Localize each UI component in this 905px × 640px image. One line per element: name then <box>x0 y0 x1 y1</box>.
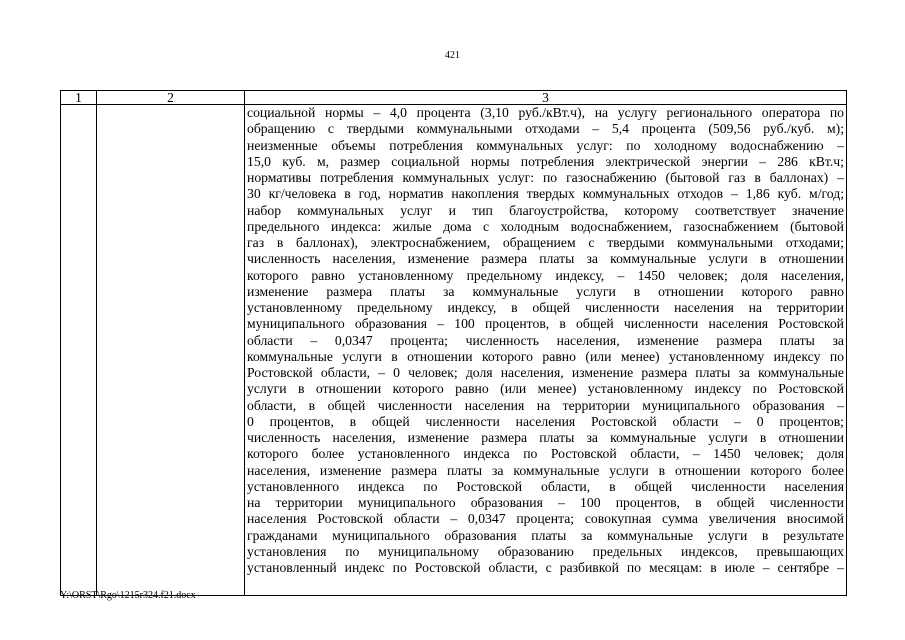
text-line: 30 кг/человека в год, норматив накопления твердых коммунальных отходов – 1,86 куб. м/год; <box>247 186 844 202</box>
text-line: обращению с твердыми коммунальными отходами – 5,4 процента (509,56 руб./куб. м); <box>247 121 844 137</box>
text-line: муниципального образования – 100 процентов, в общей численности населения Ростовской <box>247 316 844 332</box>
text-line: населения Ростовской области – 0,0347 процента; совокупная сумма увеличения вносимой <box>247 511 844 527</box>
column-header-2: 2 <box>97 91 245 105</box>
text-line: социальной нормы – 4,0 процента (3,10 руб./кВт.ч), на услугу регионального оператора по <box>247 105 844 120</box>
text-line: области, в общей численности населения на территории муниципального образования – <box>247 397 844 413</box>
paragraph-lines <box>245 105 846 576</box>
text-line: коммунальные услуги в отношении которого равно (или менее) установленному индексу по <box>247 348 844 364</box>
text-line: газ в баллонах), электроснабжением, обращением с твердыми коммунальными отходами; <box>247 235 844 250</box>
text-line: изменение размера платы за коммунальные услуги в отношении которого равно <box>247 283 844 299</box>
cell-column-2 <box>97 105 245 596</box>
text-line: нормативы потребления коммунальных услуг: по газоснабжению (бытовой газ в баллонах) – <box>247 170 844 185</box>
text-line: услуги в отношении которого равно (или менее) установленному индексу по Ростовской <box>247 381 844 397</box>
text-line: численность населения, изменение размера платы за коммунальные услуги в отношении <box>247 251 844 267</box>
text-line: 0 процентов, в общей численности населения Ростовской области – 0 процентов; <box>247 413 844 429</box>
table-header-row <box>61 91 847 105</box>
text-line: гражданами муниципального образования платы за коммунальные услуги в результате <box>247 527 844 543</box>
text-line: неизменные объемы потребления коммунальных услуг: по холодному водоснабжению – <box>247 137 844 153</box>
text-line: Ростовской области, – 0 человек; доля населения, изменение размера платы за коммунальные <box>247 365 844 380</box>
text-line: населения, изменение размера платы за коммунальные услуги в отношении которого более <box>247 462 844 478</box>
text-line: установленного индекса по Ростовской области, в общей численности населения <box>247 478 844 494</box>
cell-column-3-text <box>245 105 847 596</box>
column-header-1: 1 <box>61 91 97 105</box>
text-line: 15,0 куб. м, размер социальной нормы потребления электрической энергии – 286 кВт.ч; <box>247 153 844 169</box>
text-line: предельного индекса: жилые дома с холодным водоснабжением, газоснабжением (бытовой <box>247 218 844 234</box>
table-row <box>61 105 847 596</box>
text-line: которого равно установленному предельному индексу, – 1450 человек; доля населения, <box>247 267 844 283</box>
text-line: установленному предельному индексу, в общей численности населения на территории <box>247 300 844 315</box>
text-line: которого более установленного индекса по Ростовской области, – 1450 человек; доля <box>247 446 844 462</box>
column-header-3: 3 <box>245 91 847 105</box>
text-line: установленный индекс по Ростовской области, с разбивкой по месяцам: в июле – сентябре – <box>247 560 844 575</box>
text-line: численность населения, изменение размера платы за коммунальные услуги в отношении <box>247 430 844 445</box>
footer-file-path: Y:\ORST\Rgo\1215r324.f21.docx <box>60 590 196 601</box>
text-line: набор коммунальных услуг и тип благоустройства, которому соответствует значение <box>247 202 844 218</box>
cell-column-1 <box>61 105 97 596</box>
text-line: установления по муниципальному образованию предельных индексов, превышающих <box>247 543 844 559</box>
document-table <box>60 90 847 596</box>
text-line: области – 0,0347 процента; численность населения, изменение размера платы за <box>247 332 844 348</box>
text-line: на территории муниципального образования – 100 процентов, в общей численности <box>247 495 844 510</box>
page-number: 421 <box>445 50 460 61</box>
